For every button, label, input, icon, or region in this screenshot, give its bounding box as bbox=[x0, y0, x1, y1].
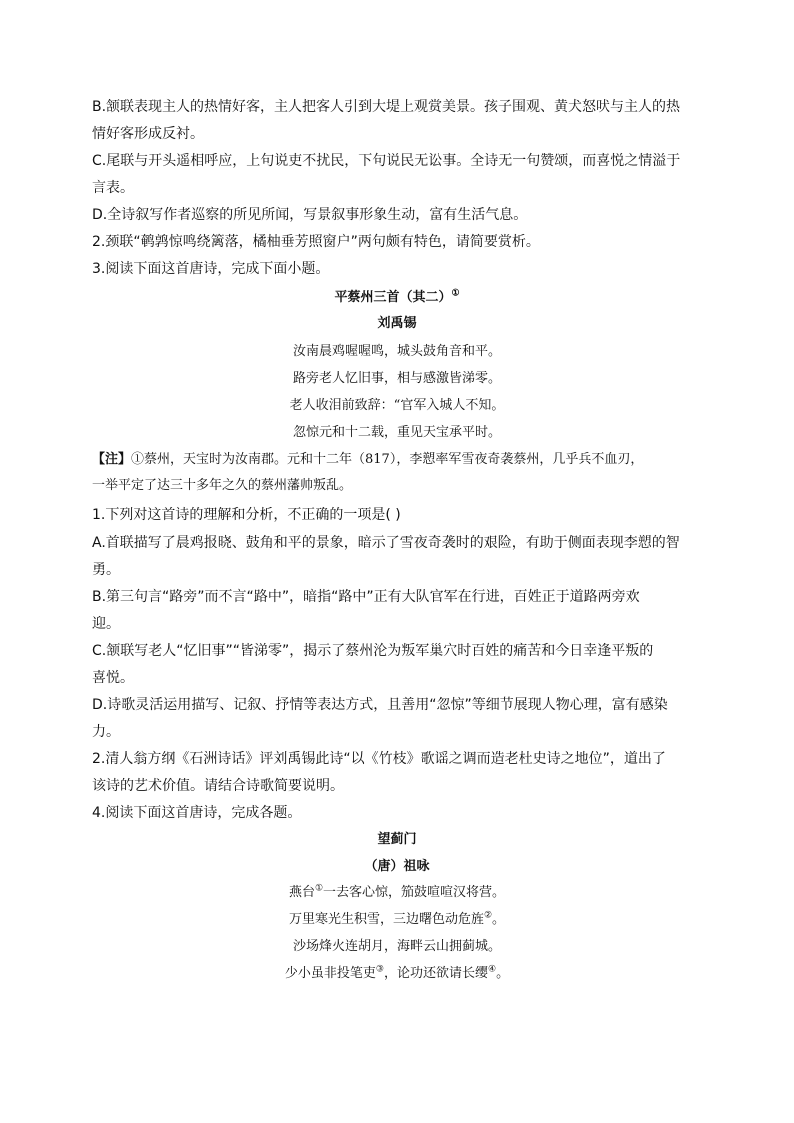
option-b-line-1: B.第三句言“路旁”而不言“路中”，暗指“路中”正有大队官军在行进，百姓正于道路两旁欢 bbox=[92, 589, 640, 605]
option-c-line-2: 喜悦。 bbox=[92, 670, 134, 686]
poem-line: 老人收泪前致辞：“官军入城人不知。 bbox=[289, 398, 505, 413]
poem-line bbox=[0, 910, 794, 930]
option-b-line-2: 迎。 bbox=[92, 616, 120, 632]
poem-text: 少小虽非投笔吏 bbox=[284, 966, 376, 981]
option-d-line-1: D.诗歌灵活运用描写、记叙、抒情等表达方式，且善用“忽惊”等细节展现人物心理，富有感染 bbox=[92, 697, 668, 713]
footnote-marker: ③ bbox=[375, 964, 384, 975]
option-a-line-1: A.首联描写了晨鸡报晓、鼓角和平的景象，暗示了雪夜奇袭时的艰险，有助于侧面表现李愬的智 bbox=[92, 535, 680, 551]
sub-question-2-line-1: 2.清人翁方纲《石洲诗话》评刘禹锡此诗“以《竹枝》歌谣之调而造老杜史诗之地位”，道出了 bbox=[92, 751, 666, 767]
option-c-line-1: C.颔联写老人“忆旧事”“皆涕零”，揭示了蔡州沦为叛军巢穴时百姓的痛苦和今日幸逢平叛的 bbox=[92, 643, 654, 659]
option-d-line-2: 力。 bbox=[92, 724, 120, 740]
poem-text: 沙场烽火连胡月，海畔云山拥蓟城。 bbox=[292, 939, 501, 954]
poem-line bbox=[0, 883, 794, 903]
poem-title-text: 平蔡州三首（其二） bbox=[334, 290, 452, 305]
option-c-line-1: C.尾联与开头遥相呼应，上句说吏不扰民，下句说民无讼事。全诗无一句赞颂，而喜悦之情溢于 bbox=[92, 153, 681, 169]
poem-text: 一去客心惊，笳鼓喧喧汉将营。 bbox=[323, 885, 506, 900]
poem-title: 望蓟门 bbox=[377, 832, 417, 847]
footnote-line-2: 一举平定了达三十多年之久的蔡州藩帅叛乱。 bbox=[92, 478, 353, 493]
option-d-line: D.全诗叙写作者巡察的所见所闻，写景叙事形象生动，富有生活气息。 bbox=[92, 207, 528, 223]
poem-text: 。 bbox=[496, 966, 510, 981]
footnote-marker: ② bbox=[483, 910, 493, 921]
question-3-intro: 3.阅读下面这首唐诗，完成下面小题。 bbox=[92, 261, 330, 277]
poem-line: 忽惊元和十二载，重见天宝承平时。 bbox=[292, 425, 501, 440]
footnote-marker: ④ bbox=[488, 964, 497, 975]
poem-title bbox=[0, 288, 794, 308]
note-text: ①蔡州，天宝时为汝南郡。元和十二年（817），李愬率军雪夜奇袭蔡州，几乎兵不血刃， bbox=[131, 452, 644, 467]
poem-line: 路旁老人忆旧事，相与感激皆涕零。 bbox=[292, 371, 501, 386]
footnote-marker: ① bbox=[314, 883, 324, 894]
question-4-intro: 4.阅读下面这首唐诗，完成各题。 bbox=[92, 805, 302, 821]
footnote-line-1 bbox=[92, 450, 698, 470]
option-c-line-2: 言表。 bbox=[92, 180, 134, 196]
sub-question-1: 1.下列对这首诗的理解和分析，不正确的一项是( ) bbox=[92, 507, 401, 523]
footnote-marker: ① bbox=[451, 288, 460, 299]
option-b-line-1: B.颔联表现主人的热情好客，主人把客人引到大堤上观赏美景。孩子围观、黄犬怒吠与主人的热 bbox=[92, 99, 681, 115]
poem-author: 刘禹锡 bbox=[377, 316, 417, 331]
question-2: 2.颈联“鹌鹑惊鸣绕篱落，橘柚垂芳照窗户”两句颇有特色，请简要赏析。 bbox=[92, 234, 540, 250]
poem-text: 。 bbox=[492, 912, 506, 927]
poem-text: 万里寒光生积雪，三边曙色动危旌 bbox=[288, 912, 484, 927]
poem-line bbox=[0, 964, 794, 984]
note-label: 【注】 bbox=[92, 452, 132, 467]
option-b-line-2: 情好客形成反衬。 bbox=[92, 126, 204, 142]
poem-author: （唐）祖咏 bbox=[364, 859, 430, 874]
sub-question-2-line-2: 该诗的艺术价值。请结合诗歌简要说明。 bbox=[92, 778, 344, 794]
poem-line: 汝南晨鸡喔喔鸣，城头鼓角音和平。 bbox=[292, 344, 501, 359]
poem-line bbox=[0, 937, 794, 957]
poem-text: ，论功还欲请长缨 bbox=[383, 966, 488, 981]
option-a-line-2: 勇。 bbox=[92, 562, 120, 578]
poem-text: 燕台 bbox=[288, 885, 315, 900]
